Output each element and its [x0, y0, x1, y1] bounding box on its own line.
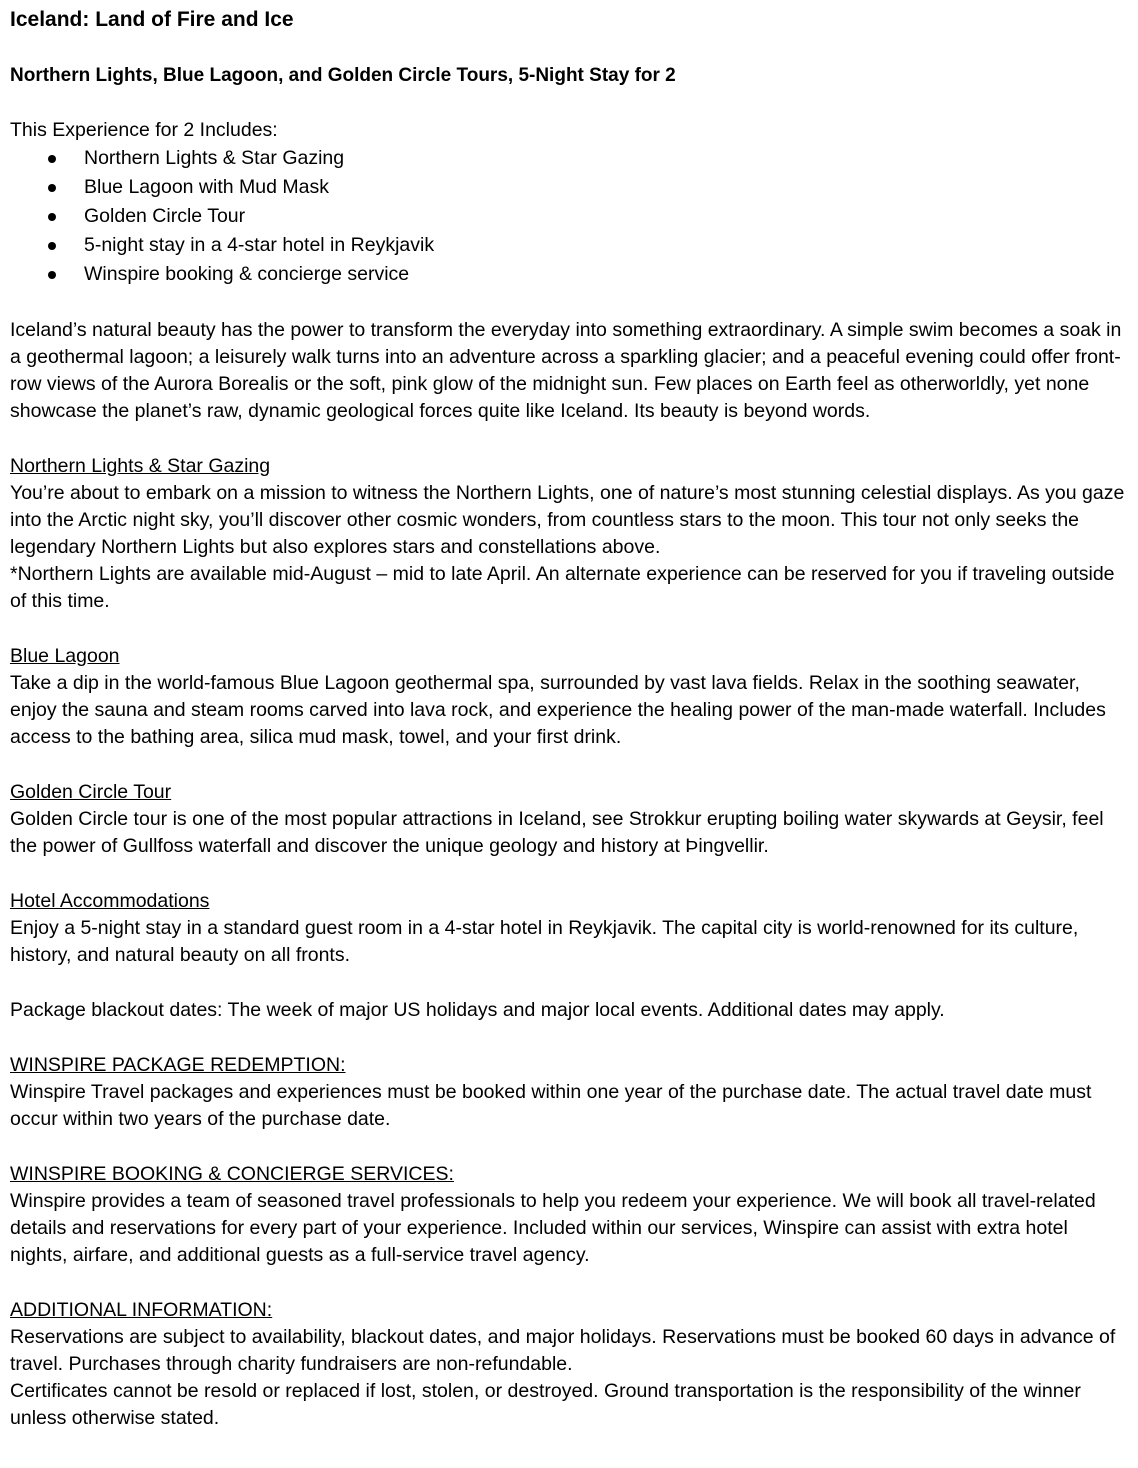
bullet-icon — [48, 242, 56, 250]
section-heading: WINSPIRE BOOKING & CONCIERGE SERVICES: — [10, 1163, 454, 1185]
section-blue-lagoon — [10, 643, 1128, 751]
section-body: Winspire provides a team of seasoned travel professionals to help you redeem your experience. We will book all travel-related details and reservations for every part of your experience. Included within our services, Winspire can assist with extra hotel nights, airfare, and additional guests as a full-service travel agency. — [10, 1190, 1096, 1266]
section-body: Enjoy a 5-night stay in a standard guest room in a 4-star hotel in Reykjavik. The capital city is world-renowned for its culture, history, and natural beauty on all fronts. — [10, 917, 1079, 966]
blackout-dates: Package blackout dates: The week of major US holidays and major local events. Additional dates may apply. — [10, 999, 945, 1021]
section-heading: Golden Circle Tour — [10, 781, 172, 803]
section-note: *Northern Lights are available mid-August – mid to late April. An alternate experience can be reserved for you if traveling outside of this time. — [10, 563, 1115, 612]
list-item-text: Winspire booking & concierge service — [84, 263, 410, 285]
list-item-text: Golden Circle Tour — [84, 205, 246, 227]
list-item — [10, 260, 1128, 289]
section-body: Reservations are subject to availability, blackout dates, and major holidays. Reservations must be booked 60 days in advance of travel. Purchases through charity fundraisers are non-refundable. — [10, 1326, 1116, 1375]
section-northern-lights — [10, 453, 1128, 615]
includes-intro: This Experience for 2 Includes: — [10, 119, 278, 141]
section-body: Take a dip in the world-famous Blue Lagoon geothermal spa, surrounded by vast lava fields. Relax in the soothing seawater, enjoy the sauna and steam rooms carved into lava rock, and experience the healing power of the man-made waterfall. Includes access to the bathing area, silica mud mask, towel, and your first drink. — [10, 672, 1106, 748]
section-heading: Northern Lights & Star Gazing — [10, 455, 271, 477]
includes-list — [10, 144, 1128, 289]
bullet-icon — [48, 155, 56, 163]
section-heading: WINSPIRE PACKAGE REDEMPTION: — [10, 1054, 346, 1076]
section-body: You’re about to embark on a mission to witness the Northern Lights, one of nature’s most stunning celestial displays. As you gaze into the Arctic night sky, you’ll discover other cosmic wonders, from countless stars to the moon. This tour not only seeks the legendary Northern Lights but also explores stars and constellations above. — [10, 482, 1125, 558]
document-subtitle: Northern Lights, Blue Lagoon, and Golden Circle Tours, 5-Night Stay for 2 — [10, 65, 676, 86]
section-booking — [10, 1161, 1128, 1269]
section-redemption — [10, 1052, 1128, 1133]
section-golden-circle — [10, 779, 1128, 860]
list-item — [10, 144, 1128, 173]
section-hotel — [10, 888, 1128, 969]
list-item-text: 5-night stay in a 4-star hotel in Reykjavik — [84, 234, 435, 256]
bullet-icon — [48, 213, 56, 221]
bullet-icon — [48, 184, 56, 192]
list-item — [10, 231, 1128, 260]
list-item-text: Northern Lights & Star Gazing — [84, 147, 345, 169]
document-title: Iceland: Land of Fire and Ice — [10, 8, 294, 31]
section-body: Winspire Travel packages and experiences must be booked within one year of the purchase date. The actual travel date must occur within two years of the purchase date. — [10, 1081, 1092, 1130]
list-item-text: Blue Lagoon with Mud Mask — [84, 176, 329, 198]
list-item — [10, 202, 1128, 231]
intro-paragraph: Iceland’s natural beauty has the power to transform the everyday into something extraordinary. A simple swim becomes a soak in a geothermal lagoon; a leisurely walk turns into an adventure across a sparkling glacier; and a peaceful evening could offer front-row views of the Aurora Borealis or the soft, pink glow of the midnight sun. Few places on Earth feel as otherworldly, yet none showcase the planet’s raw, dynamic geological forces quite like Iceland. Its beauty is beyond words. — [10, 319, 1122, 422]
section-body: Golden Circle tour is one of the most popular attractions in Iceland, see Strokkur erupting boiling water skywards at Geysir, feel the power of Gullfoss waterfall and discover the unique geology and history at Þingvellir. — [10, 808, 1104, 857]
bullet-icon — [48, 271, 56, 279]
list-item — [10, 173, 1128, 202]
section-additional — [10, 1297, 1128, 1432]
section-heading: Hotel Accommodations — [10, 890, 210, 912]
section-body: Certificates cannot be resold or replaced if lost, stolen, or destroyed. Ground transportation is the responsibility of the winner unless otherwise stated. — [10, 1380, 1081, 1429]
section-heading: ADDITIONAL INFORMATION: — [10, 1299, 273, 1321]
section-heading: Blue Lagoon — [10, 645, 120, 667]
